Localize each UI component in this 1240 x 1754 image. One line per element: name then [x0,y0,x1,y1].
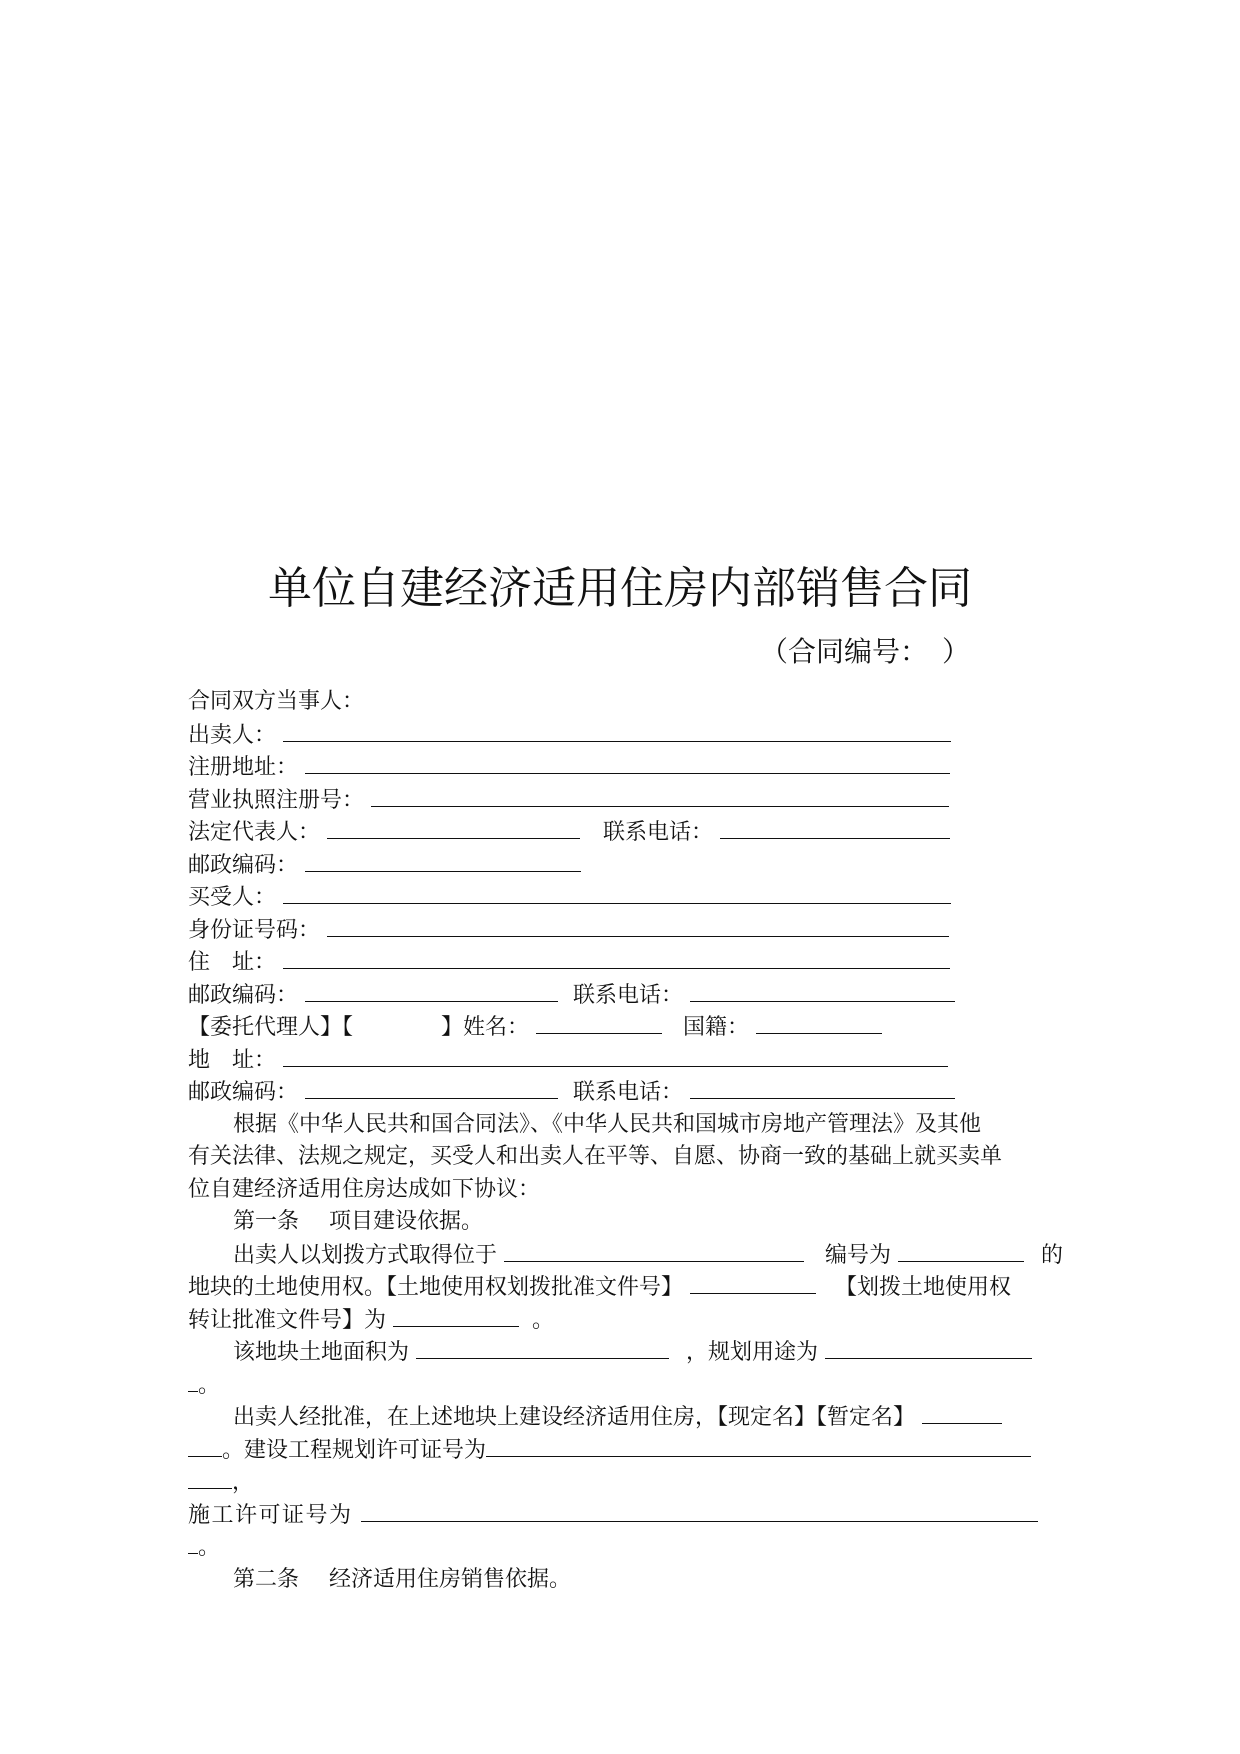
article-2-title: 经济适用住房销售依据。 [329,1566,572,1592]
period: 。 [198,1372,221,1398]
agent-address-row [188,1044,1056,1077]
buyer-postcode-field[interactable] [305,979,558,1002]
agent-phone-label: 联系电话： [573,1080,684,1105]
contract-title: 单位自建经济适用住房内部销售合同 [268,563,972,614]
reg-address-label: 注册地址： [188,755,299,780]
buyer-address-row [188,946,1056,979]
agent-postcode-field[interactable] [305,1076,558,1099]
seller-row [188,719,1056,752]
agent-nationality-label: 国籍： [683,1015,750,1040]
agent-label: 【委托代理人】【 】姓名： [188,1015,530,1040]
article-1-number: 第一条 [233,1209,300,1234]
buyer-label: 买受人： [188,885,277,910]
agent-postcode-row [188,1076,1056,1109]
article-1-p2-line-2 [188,1369,1056,1402]
seller-phone-field[interactable] [720,816,950,839]
construction-permit-field[interactable] [361,1499,1038,1522]
allocation-approval-field[interactable] [690,1271,816,1294]
buyer-phone-label: 联系电话： [573,982,684,1008]
agent-address-label: 地 址： [188,1047,277,1073]
land-location-label: 出卖人以划拨方式取得位于 [233,1242,498,1268]
allocation-approval-label: 地块的土地使用权。【土地使用权划拨批准文件号】 [188,1275,684,1300]
planning-permit-field-cont[interactable] [188,1466,232,1489]
article-1-p3-line-2 [188,1434,1056,1467]
legal-rep-row [188,816,1056,849]
transfer-approval-field[interactable] [393,1304,519,1327]
land-use-field-cont[interactable] [188,1369,198,1392]
buyer-postcode-label: 邮政编码： [188,982,299,1008]
buyer-phone-field[interactable] [690,979,955,1002]
article-1-p1-line-2 [188,1271,1056,1304]
preamble-line-3: 位自建经济适用住房达成如下协议： [188,1176,541,1202]
land-area-field[interactable] [416,1336,669,1359]
buyer-name-field[interactable] [283,881,951,904]
buyer-id-label: 身份证号码： [188,917,321,943]
construction-permit-field-cont[interactable] [188,1531,198,1554]
reg-address-field[interactable] [305,751,950,774]
legal-rep-label: 法定代表人： [188,820,321,845]
parties-heading: 合同双方当事人： [188,689,365,714]
transfer-approval-label: 【划拨土地使用权 [835,1275,1012,1300]
land-use-label: ，规划用途为 [686,1340,819,1365]
agent-address-field[interactable] [283,1044,948,1067]
preamble-line-1: 根据《中华人民共和国合同法》、《中华人民共和国城市房地产管理法》及其他 [233,1111,982,1137]
article-1-p3-line-4 [188,1499,1056,1532]
article-1-title: 项目建设依据。 [329,1209,484,1234]
agent-row [188,1011,1056,1044]
period-2: 。 [198,1535,221,1560]
buyer-id-row [188,914,1056,947]
contract-body [188,686,1064,1596]
article-1-p3-line-5 [188,1531,1056,1564]
comma: ， [232,1470,255,1495]
land-area-label: 该地块土地面积为 [233,1340,410,1365]
preamble-line-2: 有关法律、法规之规定，买受人和出卖人在平等、自愿、协商一致的基础上就买卖单 [188,1144,1003,1169]
sentence-end: 。 [532,1307,555,1333]
agent-phone-field[interactable] [690,1076,955,1099]
buyer-address-label: 住 址： [188,950,277,975]
transfer-approval-label-2: 转让批准文件号】为 [188,1307,387,1333]
land-use-field[interactable] [825,1336,1032,1359]
article-1-p1-line-1 [188,1239,1064,1272]
seller-label: 出卖人： [188,722,277,748]
reg-address-row [188,751,1056,784]
article-1-p3-line-1 [188,1401,1056,1434]
planning-permit-field[interactable] [486,1434,1031,1457]
construction-permit-label: 施工许可证号为 [188,1502,353,1528]
license-label: 营业执照注册号： [188,787,365,813]
seller-name-field[interactable] [283,719,951,742]
article-1-p2-line-1 [188,1336,1056,1369]
buyer-id-field[interactable] [327,914,949,937]
seller-phone-label: 联系电话： [603,820,714,845]
license-row [188,784,1056,817]
buyer-address-field[interactable] [283,946,950,969]
agent-nationality-field[interactable] [756,1011,882,1034]
project-name-label: 出卖人经批准，在上述地块上建设经济适用住房，【现定名】【暂定名】 [233,1405,916,1430]
article-1-p3-line-3 [188,1466,1056,1499]
article-1-heading [188,1206,1056,1239]
license-field[interactable] [371,784,949,807]
land-number-label: 编号为 [825,1242,892,1268]
land-number-field[interactable] [898,1239,1024,1262]
article-1-p1-line-3 [188,1304,1056,1337]
buyer-postcode-row [188,979,1056,1012]
project-name-field-cont[interactable] [188,1434,222,1457]
seller-postcode-field[interactable] [305,849,581,872]
agent-postcode-label: 邮政编码： [188,1080,299,1105]
buyer-row [188,881,1056,914]
contract-number-label: （合同编号： ） [760,635,971,668]
land-suffix: 的 [1041,1242,1064,1268]
seller-postcode-row [188,849,1056,882]
article-2-number: 第二条 [233,1566,300,1592]
project-name-field[interactable] [922,1401,1002,1424]
seller-postcode-label: 邮政编码： [188,852,299,878]
planning-permit-label: 。建设工程规划许可证号为 [222,1437,487,1463]
land-location-field[interactable] [504,1239,804,1262]
agent-name-field[interactable] [536,1011,662,1034]
article-2-heading [188,1564,1056,1597]
legal-rep-field[interactable] [327,816,580,839]
